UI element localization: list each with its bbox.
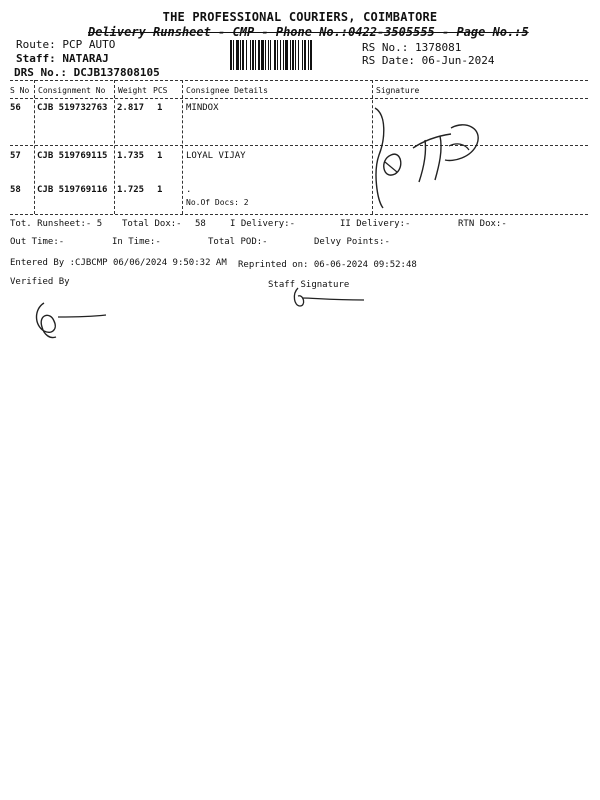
row-separator-1 <box>10 145 588 146</box>
staff-signature-label: Staff Signature <box>268 280 350 290</box>
barcode-bar <box>295 40 296 70</box>
row-2-consignee: LOYAL VIJAY <box>186 151 246 161</box>
row-1-weight: 2.817 <box>117 103 145 113</box>
header-consignment: Consignment No <box>38 86 106 95</box>
barcode-bar <box>255 40 256 70</box>
barcode-bar <box>265 40 266 70</box>
barcode-bar <box>246 40 247 70</box>
verified-by-label: Verified By <box>10 277 70 287</box>
col-rule-3 <box>182 80 183 214</box>
i-delivery: I Delivery:- <box>230 219 296 229</box>
header-pcs: PCS <box>153 86 168 95</box>
barcode-bar <box>274 40 276 70</box>
barcode-bar <box>283 40 284 70</box>
header-signature: Signature <box>376 86 420 95</box>
consignee-signature <box>365 100 495 210</box>
header-sno: S No <box>10 86 30 95</box>
row-1-sno: 56 <box>10 103 21 113</box>
table-top-rule <box>10 80 588 81</box>
barcode-bar <box>230 40 232 70</box>
no-of-docs: No.Of Docs: 2 <box>186 198 249 207</box>
entered-by: Entered By :CJBCMP 06/06/2024 9:50:32 AM <box>10 258 227 268</box>
drs-number: DRS No.: DCJB137808105 <box>14 66 160 79</box>
runsheet-subtitle: Delivery Runsheet - CMP - Phone No.:0422-3505555 - Page No.:5 <box>88 25 529 39</box>
row-1-pcs: 1 <box>157 103 163 113</box>
table-bottom-rule <box>10 214 588 215</box>
reprinted-on: Reprinted on: 06-06-2024 09:52:48 <box>238 260 417 270</box>
row-1-consignee: MINDOX <box>186 103 219 113</box>
total-pod: Total POD:- <box>208 237 268 247</box>
barcode-bar <box>261 40 264 70</box>
barcode <box>230 40 355 70</box>
barcode-bar <box>280 40 281 70</box>
row-2-consignment: CJB 519769115 <box>37 151 108 161</box>
row-2-pcs: 1 <box>157 151 163 161</box>
barcode-bar <box>258 40 260 70</box>
barcode-bar <box>242 40 244 70</box>
barcode-bar <box>252 40 254 70</box>
ii-delivery: II Delivery:- <box>340 219 411 229</box>
barcode-bar <box>236 40 239 70</box>
row-3-consignee: . <box>186 185 192 195</box>
row-3-pcs: 1 <box>157 185 163 195</box>
row-2-sno: 57 <box>10 151 21 161</box>
in-time: In Time:- <box>112 237 161 247</box>
out-time: Out Time:- <box>10 237 65 247</box>
delvy-points: Delvy Points:- <box>314 237 390 247</box>
barcode-bar <box>268 40 269 70</box>
rtn-dox: RTN Dox:- <box>458 219 507 229</box>
barcode-bar <box>310 40 312 70</box>
barcode-bar <box>308 40 309 70</box>
barcode-bar <box>285 40 288 70</box>
col-rule-2 <box>114 80 115 214</box>
barcode-bar <box>298 40 299 70</box>
barcode-bar <box>240 40 241 70</box>
row-1-consignment: CJB 519732763 <box>37 103 108 113</box>
company-name: THE PROFESSIONAL COURIERS, COIMBATORE <box>162 10 438 24</box>
barcode-bar <box>250 40 251 70</box>
barcode-bar <box>233 40 234 70</box>
header-weight: Weight <box>118 86 147 95</box>
col-rule-1 <box>34 80 35 214</box>
verified-signature <box>30 295 110 345</box>
total-dox-label: Total Dox:- <box>122 219 182 229</box>
table-header-rule <box>10 98 588 99</box>
total-dox-value: 58 <box>195 219 206 229</box>
row-3-weight: 1.725 <box>117 185 145 195</box>
rs-date: RS Date: 06-Jun-2024 <box>362 54 495 67</box>
barcode-bar <box>292 40 294 70</box>
row-3-consignment: CJB 519769116 <box>37 185 108 195</box>
row-2-weight: 1.735 <box>117 151 145 161</box>
route-label: Route: PCP AUTO <box>16 38 116 51</box>
barcode-bar <box>290 40 291 70</box>
barcode-bar <box>277 40 278 70</box>
staff-label: Staff: NATARAJ <box>16 52 109 65</box>
barcode-bar <box>270 40 271 70</box>
header-consignee: Consignee Details <box>186 86 268 95</box>
staff-signature <box>290 284 370 314</box>
barcode-bar <box>302 40 303 70</box>
barcode-bar <box>304 40 306 70</box>
tot-runsheet: Tot. Runsheet:- 5 <box>10 219 103 229</box>
row-3-sno: 58 <box>10 185 21 195</box>
rs-number: RS No.: 1378081 <box>362 41 462 54</box>
